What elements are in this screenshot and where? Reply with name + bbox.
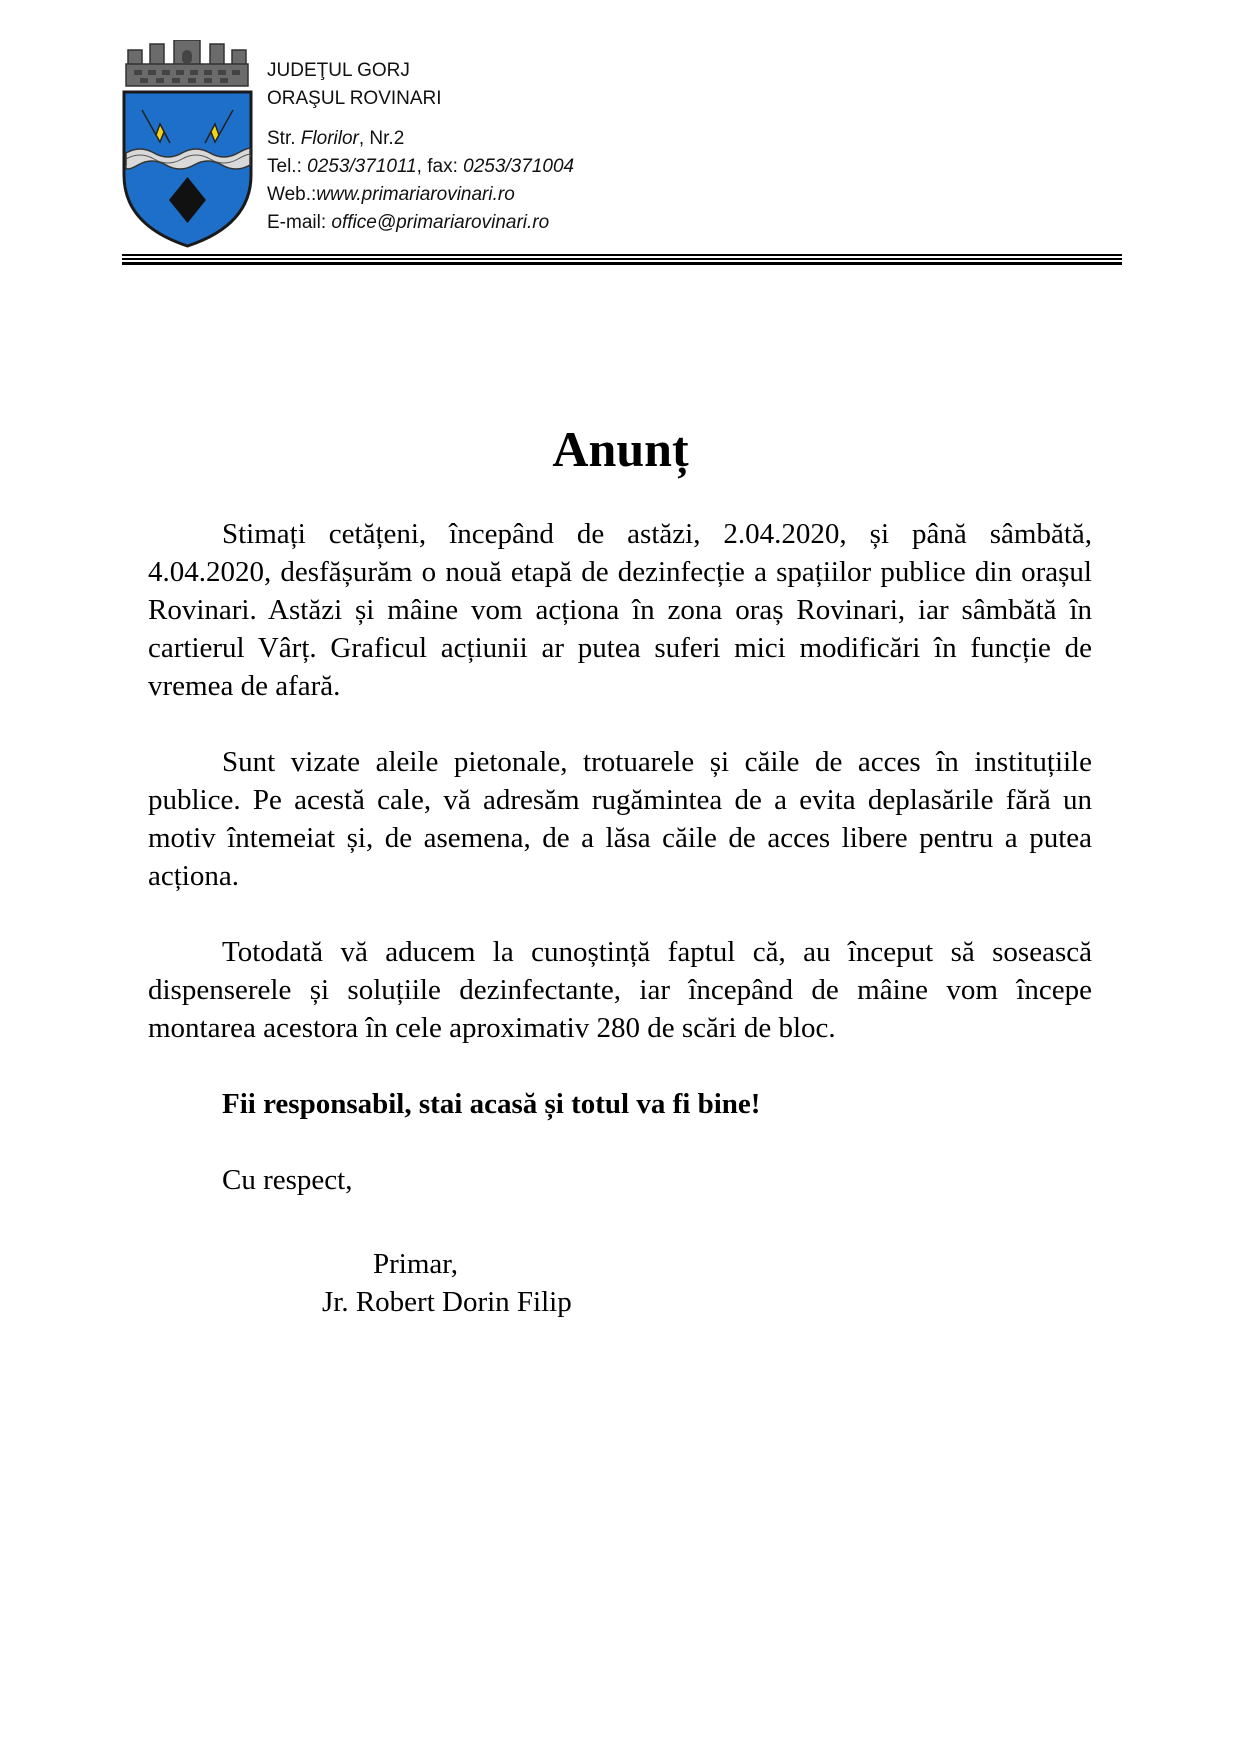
paragraph-2: Sunt vizate aleile pietonale, trotuarele și căile de acces în instituțiile publice. Pe acestă cale, vă adresăm rugămintea de a evita deplasările fără un motiv întemeiat și, de asemena, de a lăsa căile de acces libere pentru a putea acționa. — [148, 746, 1092, 892]
phone-number: 0253/371011 — [307, 156, 417, 177]
website: Web.:www.primariarovinari.ro — [267, 184, 515, 205]
phone-fax: Tel.: 0253/371011, fax: 0253/371004 — [267, 156, 575, 177]
document-body — [148, 515, 1092, 1237]
slogan: Fii responsabil, stai acasă și totul va fi bine! — [222, 1088, 761, 1120]
header-divider — [122, 262, 1122, 265]
signature-name: Jr. Robert Dorin Filip — [322, 1286, 572, 1318]
paragraph-1: Stimați cetățeni, începând de astăzi, 2.04.2020, și până sâmbătă, 4.04.2020, desfășurăm o nouă etapă de dezinfecție a spațiilor publice din orașul Rovinari. Astăzi și mâine vom acționa în zona oraș Rovinari, iar sâmbătă în cartierul Vârț. Graficul acțiunii ar putea suferi mici modificări în funcție de vremea de afară. — [148, 518, 1092, 702]
email-link[interactable]: office@primariarovinari.ro — [331, 212, 550, 233]
website-link[interactable]: www.primariarovinari.ro — [316, 184, 515, 205]
city-name: ORAŞUL ROVINARI — [267, 88, 442, 109]
county-name: JUDEŢUL GORJ — [267, 60, 410, 81]
letterhead — [267, 57, 574, 237]
city-coat-of-arms-icon — [120, 40, 255, 250]
closing: Cu respect, — [222, 1164, 353, 1196]
paragraph-3: Totodată vă aducem la cunoștință faptul că, au început să sosească dispenserele și soluțiile dezinfectante, iar începând de mâine vom începe montarea acestora în cele aproximativ 280 de scări de bloc. — [148, 936, 1092, 1044]
header-divider — [122, 258, 1122, 260]
header-divider — [122, 254, 1122, 256]
address: Str. Florilor, Nr.2 — [267, 128, 405, 149]
signature-role: Primar, — [373, 1248, 459, 1280]
email: E-mail: office@primariarovinari.ro — [267, 212, 550, 233]
document-title: Anunț — [552, 421, 689, 477]
fax-number: 0253/371004 — [463, 156, 575, 177]
